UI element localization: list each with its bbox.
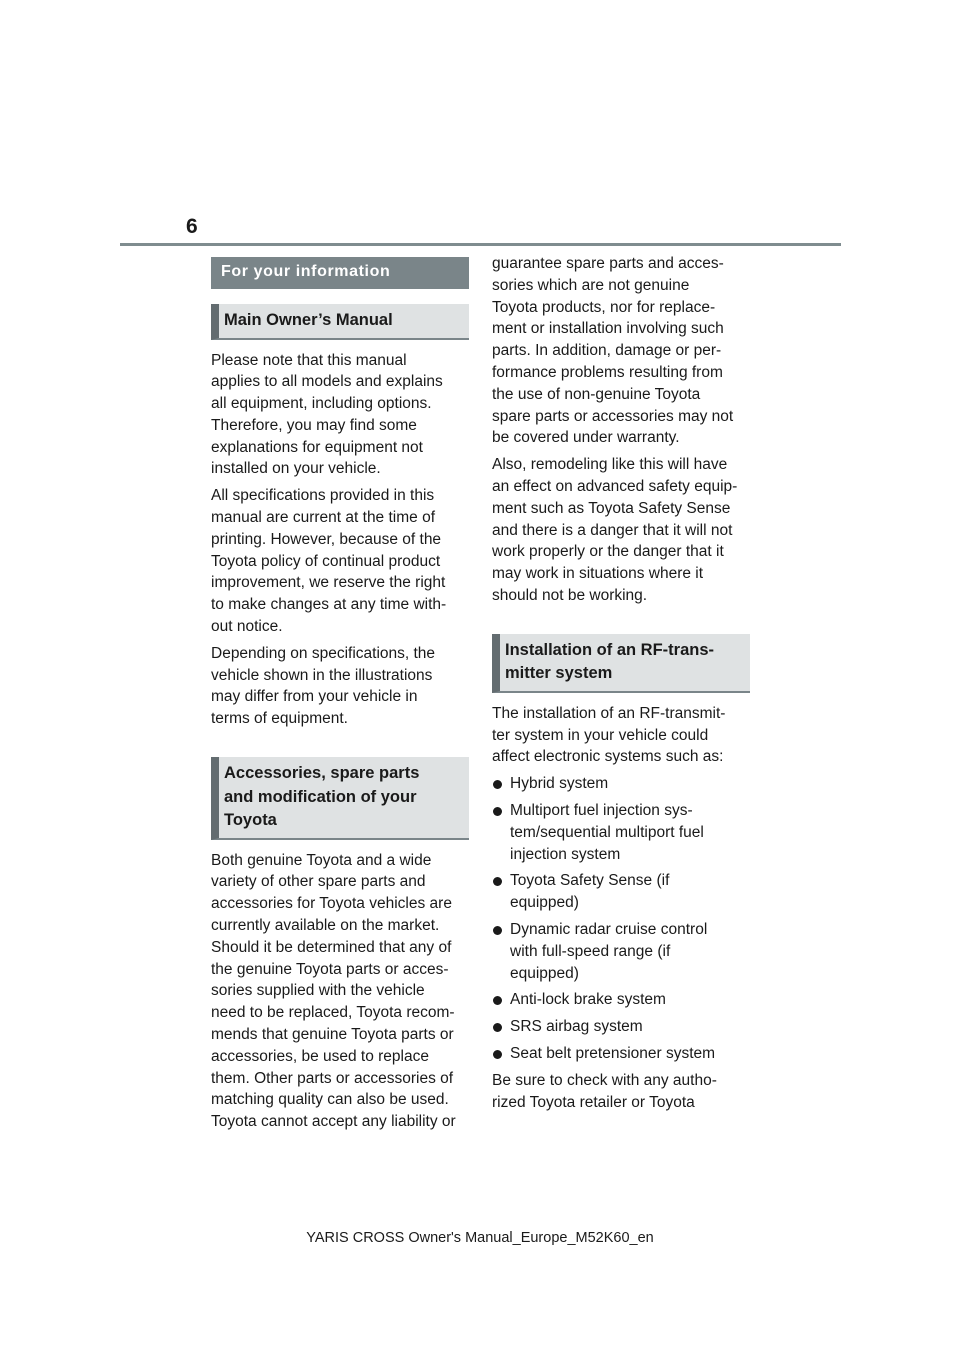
list-item — [492, 1043, 750, 1065]
bullet-icon — [493, 996, 502, 1005]
page-number: 6 — [186, 215, 198, 238]
paragraph: Both genuine Toyota and a wide variety of other spare parts and accessories for Toyota vehicles are currently available on the market. Should it be determined that any of the genuine Toyota parts or acces- sories supplied with the vehicle need to be replaced, Toyota recom- mends that genuine Toyota parts or accessories, be used to replace them. Other parts or accessories of matching quality can also be used. Toyota cannot accept any liability or — [211, 851, 456, 1131]
paragraph: Be sure to check with any autho- rized Toyota retailer or Toyota — [492, 1071, 717, 1111]
bullet-icon — [493, 877, 502, 886]
affected-systems-list — [492, 773, 750, 1065]
bullet-icon — [493, 1050, 502, 1059]
spacer — [211, 735, 469, 757]
bullet-icon — [493, 1023, 502, 1032]
header-divider — [120, 243, 841, 246]
paragraph: The installation of an RF-transmit- ter system in your vehicle could affect electronic systems such as: — [492, 704, 726, 766]
paragraph: Please note that this manual applies to all models and explains all equipment, including options. Therefore, you may find some explanations for equipment not installed on your vehicle. — [211, 351, 443, 478]
bullet-icon — [493, 926, 502, 935]
rf-transmitter-heading: Installation of an RF-trans- mitter system — [492, 634, 750, 693]
paragraph: All specifications provided in this manual are current at the time of printing. However, because of the Toyota policy of continual product improvement, we reserve the right to make changes at any time with- out notice. — [211, 487, 447, 636]
list-item-text: SRS airbag system — [510, 1018, 643, 1036]
list-item — [492, 919, 750, 984]
accessories-heading: Accessories, spare parts and modification of your Toyota — [211, 757, 469, 840]
right-column — [492, 253, 750, 1118]
list-item-text: Multiport fuel injection sys- tem/sequential multiport fuel injection system — [510, 801, 704, 863]
section-banner: For your information — [211, 257, 469, 289]
list-item — [492, 800, 750, 865]
paragraph: Depending on specifications, the vehicle shown in the illustrations may differ from your vehicle in terms of equipment. — [211, 644, 436, 728]
list-item — [492, 989, 750, 1011]
bullet-icon — [493, 807, 502, 816]
list-item-text: Hybrid system — [510, 775, 609, 793]
left-column — [211, 257, 469, 1138]
list-item — [492, 773, 750, 795]
list-item — [492, 870, 750, 914]
paragraph: guarantee spare parts and acces- sories which are not genuine Toyota products, nor for replace- ment or installation involving such parts. In addition, damage or per- formance problems resulting from the use of non-genuine Toyota spare parts or accessories may not be covered under warranty. — [492, 255, 734, 447]
list-item-text: Seat belt pretensioner system — [510, 1044, 716, 1062]
list-item-text: Anti-lock brake system — [510, 991, 666, 1009]
list-item-text: Toyota Safety Sense (if equipped) — [510, 872, 670, 912]
list-item — [492, 1016, 750, 1038]
list-item-text: Dynamic radar cruise control with full-speed range (if equipped) — [510, 920, 708, 982]
spacer — [492, 612, 750, 634]
paragraph: Also, remodeling like this will have an effect on advanced safety equip- ment such as Toyota Safety Sense and there is a danger that it will not work properly or the danger that it may work in situations where it should not be working. — [492, 456, 738, 604]
bullet-icon — [493, 780, 502, 789]
page-footer: YARIS CROSS Owner's Manual_Europe_M52K60_en — [306, 1230, 654, 1246]
main-owners-manual-heading: Main Owner’s Manual — [211, 304, 469, 340]
